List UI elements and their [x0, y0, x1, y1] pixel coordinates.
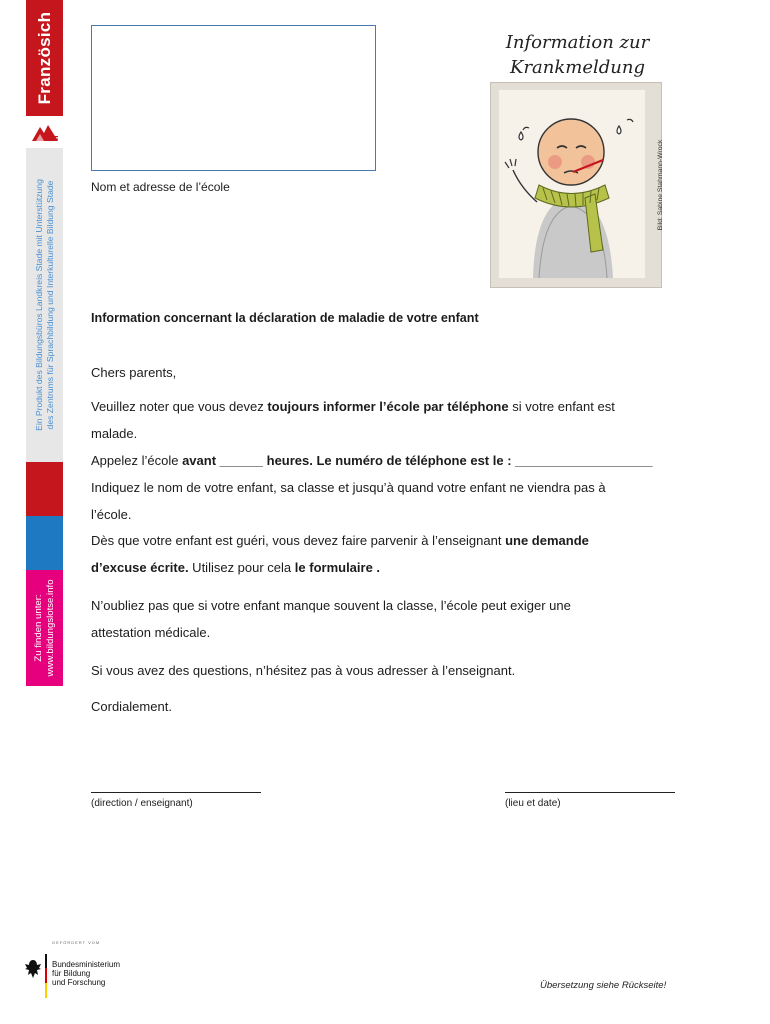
german-flag-stripe-icon	[45, 954, 47, 998]
sidebar-blue-stripe	[26, 516, 63, 570]
paragraph-call-time: Appelez l’école avant ______ heures. Le numéro de téléphone est le : ___________________	[91, 453, 653, 468]
closing: Cordialement.	[91, 699, 172, 714]
school-address-label: Nom et adresse de l’école	[91, 180, 230, 194]
bmbf-logo	[24, 940, 154, 1000]
bmbf-name: Bundesministerium für Bildung und Forschung	[52, 960, 121, 987]
sidebar-logo-block	[26, 116, 63, 148]
sick-child-drawing-icon	[499, 90, 645, 278]
bildungsbuero-logo-icon	[30, 121, 60, 143]
federal-eagle-icon	[24, 958, 42, 980]
paragraph-phone-notice-cont: malade.	[91, 426, 138, 441]
bmbf-funded-by: GEFÖRDERT VOM	[52, 940, 101, 945]
website-info	[33, 579, 57, 676]
paragraph-phone-notice: Veuillez noter que vous devez toujours informer l’école par téléphone si votre enfant est	[91, 399, 615, 414]
paragraph-child-details-cont: l’école.	[91, 507, 132, 522]
translation-note: Übersetzung siehe Rückseite!	[540, 980, 667, 991]
language-label: Französich	[34, 11, 54, 105]
signature-label-right: (lieu et date)	[505, 798, 561, 809]
signature-line-right[interactable]	[505, 792, 675, 793]
salutation: Chers parents,	[91, 365, 177, 380]
paragraph-medical-certificate: N’oubliez pas que si votre enfant manque souvent la classe, l’école peut exiger une	[91, 598, 571, 613]
product-credit	[34, 179, 56, 431]
sidebar-red-stripe	[26, 462, 63, 516]
signature-line-left[interactable]	[91, 792, 261, 793]
website-link[interactable]: www.bildungslotse.info	[44, 579, 56, 677]
image-credit: Bild: Sabine Stahmann-Wrock	[657, 139, 665, 231]
sick-child-illustration	[490, 82, 665, 288]
page-title	[470, 30, 685, 80]
school-address-box[interactable]	[91, 25, 376, 171]
sidebar-language-block	[26, 0, 63, 116]
title-line2: Krankmeldung	[510, 57, 645, 78]
paragraph-questions: Si vous avez des questions, n’hésitez pas à vous adresser à l’enseignant.	[91, 663, 516, 678]
paragraph-medical-certificate-cont: attestation médicale.	[91, 625, 211, 640]
product-credit-line1: Ein Produkt des Bildungsbüros Landkreis Stade mit Unterstützung	[33, 179, 44, 431]
signature-label-left: (direction / enseignant)	[91, 798, 193, 809]
letter-heading: Information concernant la déclaration de maladie de votre enfant	[91, 311, 479, 325]
sidebar-product-block	[26, 148, 63, 462]
paragraph-excuse: Dès que votre enfant est guéri, vous devez faire parvenir à l’enseignant une demande	[91, 533, 589, 548]
sidebar	[26, 0, 63, 686]
paragraph-excuse-cont: d’excuse écrite. Utilisez pour cela le formulaire .	[91, 560, 381, 575]
website-caption: Zu finden unter:	[32, 594, 44, 662]
product-credit-line2: des Zentrums für Sprachbildung und Interkulturelle Bildung Stade	[44, 180, 55, 430]
paragraph-child-details: Indiquez le nom de votre enfant, sa classe et jusqu’à quand votre enfant ne viendra pas à	[91, 480, 606, 495]
title-line1: Information zur	[505, 32, 650, 53]
sidebar-link-block	[26, 570, 63, 686]
